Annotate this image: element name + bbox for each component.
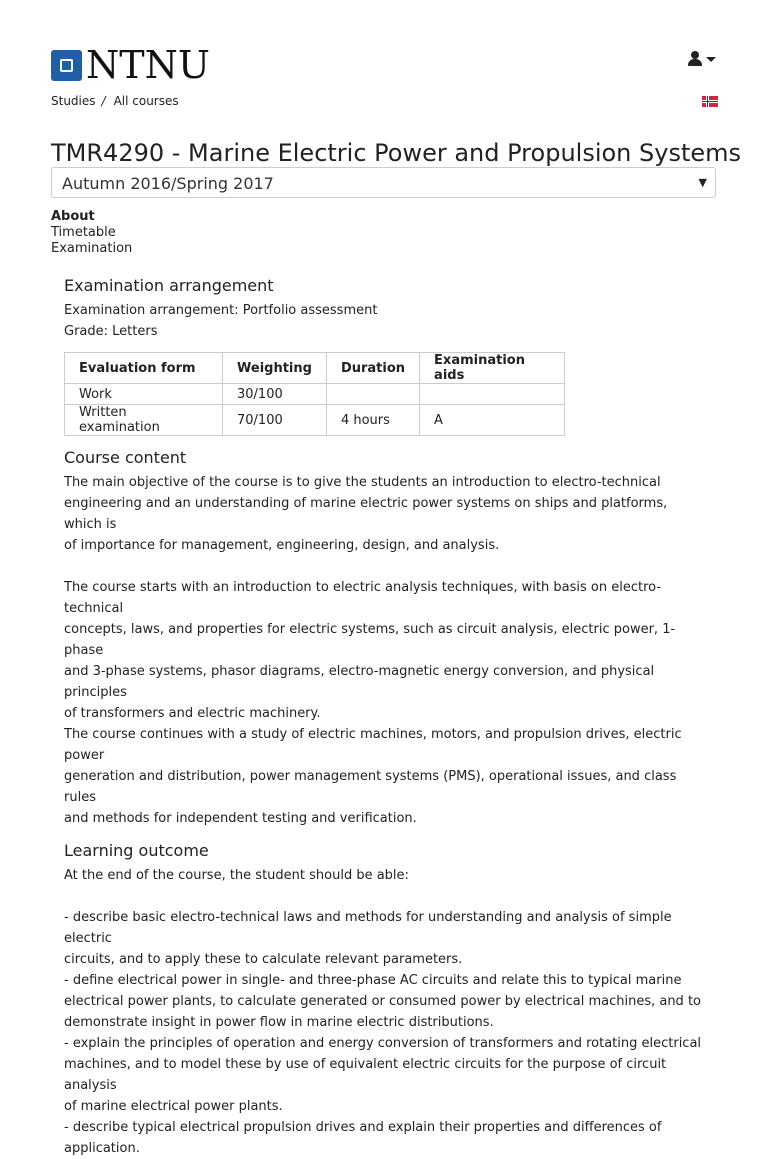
table-header: Duration: [326, 353, 419, 384]
course-content-heading: Course content: [64, 448, 187, 467]
table-header: Weighting: [223, 353, 327, 384]
exam-grade: Grade: Letters: [64, 324, 158, 339]
table-header-row: [65, 353, 565, 384]
section-nav: [51, 209, 132, 257]
table-header: Examination aids: [420, 353, 565, 384]
table-cell: 30/100: [223, 384, 327, 405]
text-line: - explain the principles of operation and energy conversion of transformers and rotating electrical: [64, 1036, 702, 1051]
exam-table: [64, 352, 565, 436]
text-line: The course continues with a study of electric machines, motors, and propulsion drives, electric power: [64, 727, 682, 763]
table-row: [65, 405, 565, 436]
blank-line: [64, 556, 709, 577]
table-cell: Written examination: [65, 405, 223, 436]
text-line: and 3-phase systems, phasor diagrams, electro-magnetic energy conversion, and physical principles: [64, 664, 655, 700]
text-line: The main objective of the course is to give the students an introduction to electro-technical: [64, 475, 661, 490]
learning-outcome-text: [64, 865, 709, 1159]
main-content: [64, 276, 709, 1159]
course-content-text: [64, 472, 709, 829]
breadcrumb-studies[interactable]: Studies: [51, 94, 96, 108]
semester-select-value: Autumn 2016/Spring 2017: [62, 174, 274, 193]
table-cell: [420, 384, 565, 405]
table-cell: 70/100: [223, 405, 327, 436]
text-line: of importance for management, engineering, design, and analysis.: [64, 538, 500, 553]
text-line: - define electrical power in single- and three-phase AC circuits and relate this to typical marine: [64, 973, 682, 988]
caret-down-icon: [706, 57, 716, 62]
logo-text: NTNU: [86, 43, 210, 87]
ntnu-logo-icon: [51, 50, 82, 81]
text-line: circuits, and to apply these to calculate relevant parameters.: [64, 952, 463, 967]
nav-about[interactable]: About: [51, 209, 95, 224]
breadcrumb-separator: /: [101, 94, 106, 108]
text-line: machines, and to model these by use of equivalent electric circuits for the purpose of circuit analysis: [64, 1057, 667, 1093]
norway-flag-icon[interactable]: [702, 96, 718, 107]
table-cell: [326, 384, 419, 405]
text-line: At the end of the course, the student should be able:: [64, 868, 409, 883]
nav-examination[interactable]: Examination: [51, 241, 133, 256]
user-icon: [687, 50, 703, 68]
text-line: concepts, laws, and properties for electric systems, such as circuit analysis, electric power, 1-phase: [64, 622, 676, 658]
table-row: [65, 384, 565, 405]
blank-line: [64, 886, 709, 907]
text-line: of marine electrical power plants.: [64, 1099, 283, 1114]
select-arrow-icon: ▼: [698, 176, 707, 189]
text-line: of transformers and electric machinery.: [64, 706, 321, 721]
text-line: - describe basic electro-technical laws and methods for understanding and analysis of simple electric: [64, 910, 672, 946]
text-line: The course starts with an introduction to electric analysis techniques, with basis on electro-technical: [64, 580, 662, 616]
table-cell: A: [420, 405, 565, 436]
table-cell: Work: [65, 384, 223, 405]
semester-select[interactable]: [51, 167, 716, 198]
site-header: [51, 42, 718, 87]
exam-arrangement: Examination arrangement: Portfolio assessment: [64, 303, 378, 318]
text-line: electrical power plants, to calculate generated or consumed power by electrical machines, and to: [64, 994, 701, 1009]
text-line: engineering and an understanding of marine electric power systems on ships and platforms, which is: [64, 496, 668, 532]
breadcrumb-all-courses[interactable]: All courses: [113, 94, 179, 108]
ntnu-logo[interactable]: [51, 43, 210, 87]
text-line: - describe typical electrical propulsion drives and explain their properties and differences of: [64, 1120, 662, 1135]
page-title: TMR4290 - Marine Electric Power and Propulsion Systems: [51, 139, 742, 167]
breadcrumb: [51, 94, 179, 108]
table-cell: 4 hours: [326, 405, 419, 436]
text-line: generation and distribution, power management systems (PMS), operational issues, and class rules: [64, 769, 677, 805]
text-line: demonstrate insight in power flow in marine electric distributions.: [64, 1015, 494, 1030]
exam-heading: Examination arrangement: [64, 276, 274, 295]
nav-timetable[interactable]: Timetable: [51, 225, 116, 240]
text-line: and methods for independent testing and verification.: [64, 811, 417, 826]
learning-outcome-heading: Learning outcome: [64, 841, 209, 860]
table-header: Evaluation form: [65, 353, 223, 384]
user-menu-button[interactable]: [687, 50, 716, 68]
text-line: application.: [64, 1141, 140, 1156]
